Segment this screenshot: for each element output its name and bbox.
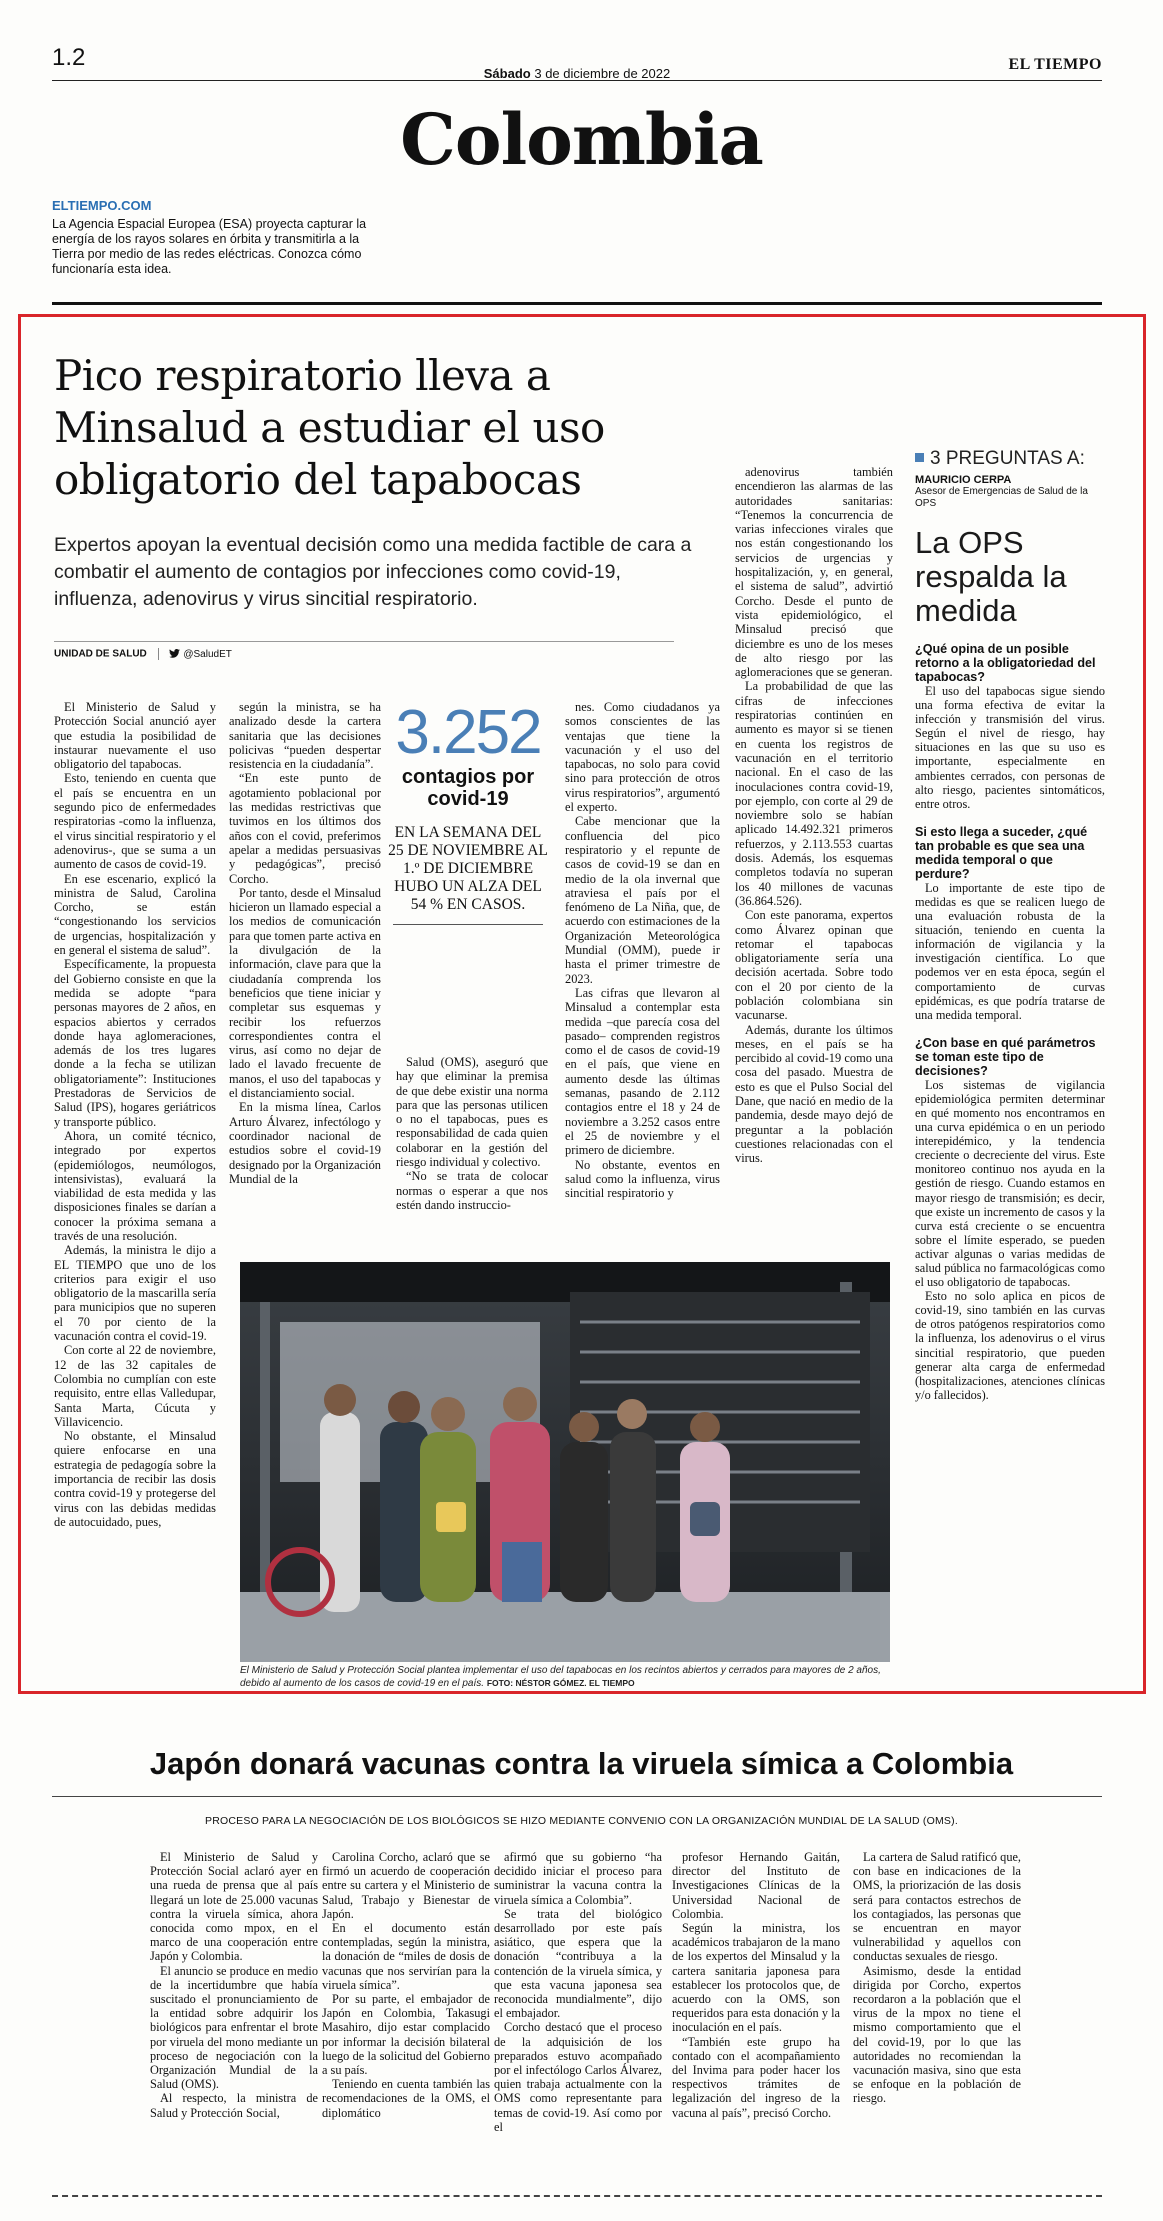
paragraph: La probabilidad de que las cifras de infecciones respiratorias continúen en aumento es mayor si se tienen en cuenta los registros de vacunación en el territorio nacional. En el caso de las inoculaciones contra covid-19, por ejemplo, con corte al 29 de noviembre solo se habían aplicado 14.492.321 primeros refuerzos, y 2.113.553 cuartas dosis. Además, los esquemas completos todavía no superan los 40 millones de vacunas (36.864.526). xyxy=(735,679,893,908)
second-headline: Japón donará vacunas contra la viruela símica a Colombia xyxy=(149,1746,1014,1781)
paragraph: Con corte al 22 de noviembre, 12 de las 32 capitales de Colombia no cumplían con este requisito, entre ellas Valledupar, Santa Marta, Cúcuta y Villavicencio. xyxy=(54,1343,216,1429)
answer: Esto no solo aplica en picos de covid-19, sino también en las curvas de otros patógenos respiratorios como la influenza, los adenovirus o el virus sincitial respiratorio, que pueden generar alta carga de enfermedad (hospitalizaciones, atenciones clínicas y/o fallecidos). xyxy=(915,1289,1105,1402)
paragraph: Las cifras que llevaron al Minsalud a contemplar esta medida –que parecía cosa del pasado– comprenden registros como el de casos de covid-19 en el país, que viene en aumento desde las últimas semanas, pasando de 2.112 contagios entre el 18 y 24 de noviembre a 3.252 casos entre el 25 de noviembre y el primero de diciembre. xyxy=(565,985,720,1158)
paragraph: Salud (OMS), aseguró que hay que eliminar la premisa de que debe existir una norma para que las personas utilicen o no el tapabocas, pues es responsabilidad de cada quien colaborar en la gestión del riesgo individual y colectivo. xyxy=(396,1055,548,1170)
second-column-3 xyxy=(494,1850,662,2134)
twitter-handle: @SaludET xyxy=(183,648,232,660)
article-column-3 xyxy=(396,1055,548,1212)
second-divider xyxy=(52,1796,1102,1797)
photo-caption xyxy=(240,1665,890,1690)
paragraph: Según la ministra, los académicos trabajaron de la mano de los expertos del Minsalud y la cartera sanitaria japonesa para establecer los protocolos que, de acuerdo con la OMS, son requeridos para esta donación y la inoculación en el país. xyxy=(672,1921,840,2035)
paragraph: Teniendo en cuenta también las recomendaciones de la OMS, el diplomático xyxy=(322,2077,490,2120)
paragraph: El Ministerio de Salud y Protección Social aclaró ayer en una rueda de prensa que al país llegará un lote de 25.000 vacunas contra la viruela símica, ahora conocida como mpox, en el marco de una cooperación entre Japón y Colombia. xyxy=(150,1850,318,1964)
paragraph: En la misma línea, Carlos Arturo Álvarez, infectólogo y coordinador nacional de estudios sobre el covid-19 designado por la Organización Mundial de la xyxy=(229,1100,381,1186)
second-column-2 xyxy=(322,1850,490,2120)
paragraph: adenovirus también encendieron las alarmas de las autoridades sanitarias: “Tenemos la concurrencia de varias infecciones virales que nos están congestionando los servicios de urgencias y hospitalización, y, en general, el sistema de salud”, advirtió Corcho. Desde el punto de vista epidemiológico, el Minsalud precisó que diciembre es uno de los meses de alto riesgo por las aglomeraciones que se generan. xyxy=(735,465,893,680)
stat-label: contagios por covid-19 xyxy=(401,766,535,810)
stat-number: 3.252 xyxy=(395,698,541,767)
stat-box xyxy=(386,700,550,925)
twitter-icon xyxy=(169,649,180,658)
photo-illustration xyxy=(240,1262,890,1662)
second-column-1 xyxy=(150,1850,318,2120)
paragraph: La cartera de Salud ratificó que, con base en indicaciones de la OMS, la priorización de las dosis será para contactos estrechos de los contagiados, las personas que se encuentran en mayor vulnerabilidad y aquellos con conductas sexuales de riesgo. xyxy=(853,1850,1021,1964)
newspaper-brand: EL TIEMPO xyxy=(1008,56,1102,73)
answer: Lo importante de este tipo de medidas es que se realicen luego de una evaluación robusta de la situación, teniendo en cuenta la información de vigilancia y la investigación científica. Lo que podemos ver en esta época, según el comportamiento de curvas epidémicas, es que podría tratarse de una medida temporal. xyxy=(915,880,1105,1022)
date-rest: 3 de diciembre de 2022 xyxy=(534,66,671,81)
paragraph: Además, durante los últimos meses, en el país se ha percibido al covid-19 como una cosa del pasado. Muestra de esto es que el Pulso Social del Dane, que nació en medio de la pandemia, desde mayo dejó de preguntar a la población cuestiones relacionadas con el virus. xyxy=(735,1022,893,1166)
byline-section: UNIDAD DE SALUD xyxy=(54,648,147,660)
date-line xyxy=(52,66,1102,81)
web-promo xyxy=(52,198,372,277)
interviewee-role: Asesor de Emergencias de Salud de la OPS xyxy=(915,486,1088,509)
date-day: Sábado xyxy=(483,66,531,81)
paragraph: Se trata del biológico desarrollado por este país asiático, que espera que la donación “contribuya a la contención de la viruela símica, y que esta vacuna japonesa sea reconocida mundialmente”, dijo el embajador. xyxy=(494,1906,662,2021)
interviewee-name: MAURICIO CERPA xyxy=(915,474,1012,486)
paragraph: Con este panorama, expertos como Álvarez opinan que retomar el tapabocas obligatoriamente sería una decisión acertada. Sobre todo con el 20 por ciento de la población colombiana sin vacunarse. xyxy=(735,908,893,1023)
paragraph: Esto, teniendo en cuenta que el país se encuentra en un segundo pico de enfermedades respiratorias -como la influenza, el virus sincitial respiratorio y el adenovirus-, que se suma a un aumento de casos de covid-19. xyxy=(54,771,216,872)
top-divider xyxy=(52,80,1102,81)
stat-divider xyxy=(393,924,543,925)
paragraph: Además, la ministra le dijo a EL TIEMPO que uno de los criterios para exigir el uso obligatorio de la mascarilla sería para municipios que no superen el 70 por ciento de la vacunación contra el covid-19. xyxy=(54,1243,216,1344)
paragraph: En ese escenario, explicó la ministra de Salud, Carolina Corcho, se están “congestionando los servicios de urgencias, hospitalización y en general el sistema de salud”. xyxy=(54,871,216,958)
paragraph: afirmó que su gobierno “ha decidido iniciar el proceso para suministrar la vacuna contra la viruela símica a Colombia”. xyxy=(494,1850,662,1907)
article-column-2 xyxy=(229,700,381,1186)
masthead xyxy=(52,44,1102,81)
sidebar-kicker xyxy=(915,448,1105,470)
article-headline: Pico respiratorio lleva a Minsalud a estudiar el uso obligatorio del tapabocas xyxy=(54,351,605,504)
interview-sidebar xyxy=(915,448,1105,1402)
paragraph: No obstante, eventos en salud como la influenza, virus sincitial respiratorio y xyxy=(565,1157,720,1201)
sidebar-title: La OPS respalda la medida xyxy=(915,525,1067,628)
section-title: Colombia xyxy=(400,98,763,181)
answer: El uso del tapabocas sigue siendo una forma efectiva de evitar la infección y transmisión del virus. Según el nivel de riesgo, hay situaciones en las que su uso es importante, especialmente en ambientes cerrados, con personas de alto riesgo, pacientes sintomáticos, entre otros. xyxy=(915,684,1105,811)
paragraph: Ahora, un comité técnico, integrado por expertos (epidemiólogos, neumólogos, intensivistas), evaluará la viabilidad de esta medida y las disposiciones finales se darían a conocer la próxima semana a través de una resolución. xyxy=(54,1128,216,1243)
paragraph: No obstante, el Minsalud quiere enfocarse en una estrategia de pedagogía sobre la importancia de recibir las dosis contra covid-19 y protegerse del virus con las debidas medidas de autocuidado, pues, xyxy=(54,1429,216,1529)
paragraph: “También este grupo ha contado con el acompañamiento del Invima para poder hacer los respectivos trámites de legalización del ingreso de la vacuna al país”, precisó Corcho. xyxy=(672,2034,840,2120)
second-column-5 xyxy=(853,1850,1021,2106)
paragraph: El Ministerio de Salud y Protección Social anunció ayer que estudia la posibilidad de instaurar nuevamente el uso obligatorio del tapabocas. xyxy=(54,700,216,772)
paragraph: El anuncio se produce en medio de la incertidumbre que había suscitado el pronunciamiento de la entidad sobre adquirir los biológicos para enfrentar el brote por viruela del mono mediante un proceso de negociación con la Organización Mundial de la Salud (OMS). xyxy=(150,1963,318,2092)
paragraph: Cabe mencionar que la confluencia del pico respiratorio y el repunte de casos de covid-19 se dan en medio de la ola invernal que atraviesa el país por el fenómeno de La Niña, que, de acuerdo con estimaciones de la Organización Meteorológica Mundial (OMM), puede ir hasta el primer trimestre de 2023. xyxy=(565,814,720,986)
paragraph: Específicamente, la propuesta del Gobierno consiste en que la medida se adopte “para personas mayores de 2 años, en espacios abiertos y cerrados donde haya aglomeraciones, además de los tres lugares donde a la fecha se utilizan obligatoriamente”: Instituciones Prestadoras de Servicios de Salud (IPS), hogares geriátricos y transporte público. xyxy=(54,957,216,1129)
question: ¿Qué opina de un posible retorno a la obligatoriedad del tapabocas? xyxy=(915,642,1096,684)
byline xyxy=(54,641,674,660)
caption-text: El Ministerio de Salud y Protección Social plantea implementar el uso del tapabocas en los recintos abiertos y cerrados para mayores de 2 años, debido al aumento de los casos de covid-19 en el país. xyxy=(240,1665,881,1689)
paragraph: Por su parte, el embajador de Japón en Colombia, Takasugi Masahiro, dijo estar complacido por informar la decisión bilateral luego de la solicitud del Gobierno a su país. xyxy=(322,1992,490,2078)
article-column-5 xyxy=(735,465,893,1166)
question: Si esto llega a suceder, ¿qué tan probable es que sea una medida temporal o que perdure? xyxy=(915,824,1088,881)
paragraph: Por tanto, desde el Minsalud hicieron un llamado especial a los medios de comunicación para que tomen parte activa en la divulgación de la información, clave para que la ciudadanía comprenda los beneficios que tiene iniciar y completar sus esquemas y recibir los refuerzos correspondientes contra el virus, así como no dejar de lado el lavado frecuente de manos, el uso del tapabocas y el distanciamiento social. xyxy=(229,885,381,1101)
promo-kicker: ELTIEMPO.COM xyxy=(52,198,152,213)
paragraph: Al respecto, la ministra de Salud y Protección Social, xyxy=(150,2091,318,2120)
paragraph: según la ministra, se ha analizado desde la cartera sanitaria que las decisiones policivas “pueden despertar resistencia en la ciudadanía”. xyxy=(229,700,381,772)
stat-note: EN LA SEMANA DEL 25 DE NOVIEMBRE AL 1.º DE DICIEMBRE HUBO UN ALZA DEL 54 % EN CASOS. xyxy=(388,824,548,913)
paragraph: “En este punto de agotamiento poblacional por las medidas restrictivas que tuvimos en los últimos dos años con el covid, preferimos apelar a medidas persuasivas y pedagógicas”, precisó Corcho. xyxy=(229,771,381,886)
article-column-4 xyxy=(565,700,720,1200)
article-deck: Expertos apoyan la eventual decisión como una medida factible de cara a combatir el aumento de contagios por infecciones como covid-19, influenza, adenovirus y virus sincitial respiratorio. xyxy=(54,534,692,610)
second-column-4 xyxy=(672,1850,840,2120)
photo-credit: FOTO: NÉSTOR GÓMEZ. EL TIEMPO xyxy=(486,1678,635,1688)
paragraph: profesor Hernando Gaitán, director del Instituto de Investigaciones Clínicas de la Universidad Nacional de Colombia. xyxy=(672,1850,840,1921)
byline-twitter xyxy=(169,649,232,660)
section-divider xyxy=(52,302,1102,305)
page-number: 1.2 xyxy=(52,44,86,71)
paragraph: En el documento están contempladas, según la ministra, la donación de “miles de dosis de vacunas que nos servirían para la viruela símica”. xyxy=(322,1921,490,1992)
paragraph: “No se trata de colocar normas o esperar a que nos estén dando instruccio- xyxy=(396,1169,548,1212)
paragraph: Carolina Corcho, aclaró que se firmó un acuerdo de cooperación entre su cartera y el Ministerio de Salud, Trabajo y Bienestar de Japón. xyxy=(322,1850,490,1921)
sidebar-kicker-text: 3 PREGUNTAS A: xyxy=(930,448,1085,469)
paragraph: nes. Como ciudadanos ya somos conscientes de las ventajas que tiene la vacunación y el uso del tapabocas, no solo para covid sino para protección de otros virus respiratorios”, argumentó el experto. xyxy=(565,700,720,815)
news-photo xyxy=(240,1262,890,1662)
answer: Los sistemas de vigilancia epidemiológica permiten determinar en qué momento nos encontramos en una curva epidémica o en un periodo interepidémico, y la tendencia creciente o decreciente del virus. Este monitoreo continuo nos ayuda en la gestión de riesgo. Cuando estamos en mayor riesgo de transmisión; es decir, que existe un incremento de casos y la curva está creciente o se encuentra sobre el límite esperado, se pueden activar algunas o varias medidas de salud pública no farmacológicas como el uso obligatorio de tapabocas. xyxy=(915,1077,1105,1290)
byline-separator xyxy=(158,648,159,660)
square-bullet-icon xyxy=(915,453,924,462)
bottom-edge xyxy=(52,2195,1102,2197)
promo-text: La Agencia Espacial Europea (ESA) proyecta capturar la energía de los rayos solares en órbita y transmitirla a la Tierra por medio de las redes eléctricas. Conozca cómo funcionaría esta idea. xyxy=(52,217,367,276)
paragraph: Asimismo, desde la entidad dirigida por Corcho, expertos recordaron a la población que el virus de la mpox no tiene el mismo comportamiento que el del covid-19, por lo que las autoridades no recomiendan la vacunación masiva, sino que esta se enfoque en la población de riesgo. xyxy=(853,1963,1021,2106)
second-deck: PROCESO PARA LA NEGOCIACIÓN DE LOS BIOLÓGICOS SE HIZO MEDIANTE CONVENIO CON LA ORGANIZACIÓN MUNDIAL DE LA SALUD (OMS). xyxy=(205,1815,958,1827)
question: ¿Con base en qué parámetros se toman este tipo de decisiones? xyxy=(915,1035,1096,1078)
article-column-1 xyxy=(54,700,216,1529)
paragraph: Corcho destacó que el proceso de la adquisición de los preparados estuvo acompañado por el infectólogo Carlos Álvarez, quien trabaja actualmente con la OMS como representante para temas de covid-19. Así como por el xyxy=(494,2020,662,2134)
